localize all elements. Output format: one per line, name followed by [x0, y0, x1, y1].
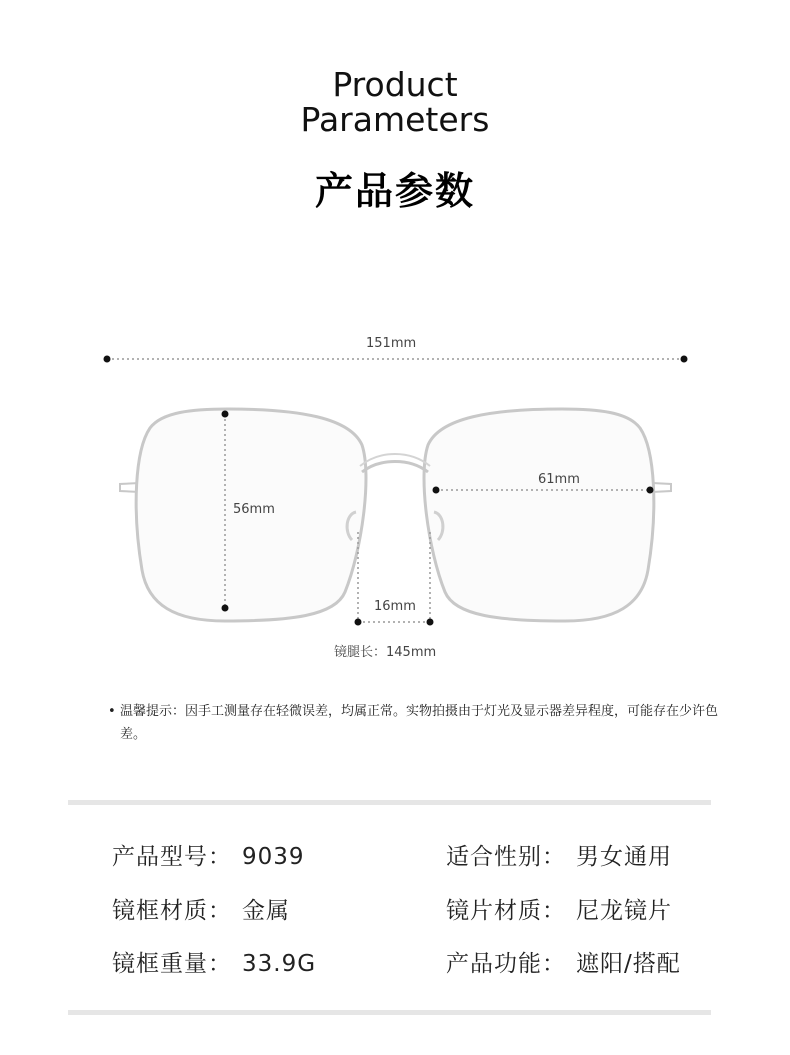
spec-function-value: 遮阳/搭配 — [576, 951, 681, 977]
title-en-line1: Product — [332, 65, 458, 104]
spec-lens-material-label: 镜片材质： — [446, 898, 566, 924]
spec-gender-value: 男女通用 — [576, 844, 672, 870]
bridge-dot-left — [355, 619, 362, 626]
bridge-bar — [362, 462, 428, 473]
glasses-illustration — [0, 300, 790, 680]
spec-frame-material-label: 镜框材质： — [112, 898, 232, 924]
bridge-label: 16mm — [374, 599, 416, 614]
title-en-line2: Parameters — [300, 100, 490, 139]
spec-function-label: 产品功能： — [446, 951, 566, 977]
spec-frame-material — [112, 892, 290, 925]
lens-width-label: 61mm — [538, 472, 580, 487]
spec-model-label: 产品型号： — [112, 844, 232, 870]
spec-weight-label: 镜框重量： — [112, 951, 232, 977]
spec-gender — [446, 838, 672, 871]
temple-length-label: 镜腿长：145mm — [334, 645, 437, 660]
spec-function — [446, 945, 681, 978]
lens-height-label: 56mm — [233, 502, 275, 517]
lens-height-dot-top — [222, 411, 229, 418]
spec-gender-label: 适合性别： — [446, 844, 566, 870]
lens-height-dot-bottom — [222, 605, 229, 612]
lens-width-dot-left — [433, 487, 440, 494]
measurement-notice — [108, 700, 718, 746]
divider-top — [68, 800, 711, 805]
spec-weight — [112, 945, 316, 978]
spec-lens-material-value: 尼龙镜片 — [576, 898, 672, 924]
total-width-dot-left — [104, 356, 111, 363]
spec-weight-value: 33.9G — [242, 951, 317, 977]
spec-model-value: 9039 — [242, 844, 305, 870]
total-width-dot-right — [681, 356, 688, 363]
right-lens — [424, 409, 654, 621]
divider-bottom — [68, 1010, 711, 1015]
glasses-dimension-diagram — [0, 300, 790, 680]
total-width-label: 151mm — [366, 336, 417, 351]
bridge-dot-right — [427, 619, 434, 626]
lens-width-dot-right — [647, 487, 654, 494]
spec-model — [112, 838, 305, 871]
title-zh: 产品参数 — [314, 169, 475, 213]
spec-lens-material — [446, 892, 672, 925]
spec-frame-material-value: 金属 — [242, 898, 290, 924]
notice-text: 温馨提示：因手工测量存在轻微误差，均属正常。实物拍摄由于灯光及显示器差异程度，可能存在少许色差。 — [120, 704, 719, 742]
notice-bullet: • — [108, 704, 116, 719]
